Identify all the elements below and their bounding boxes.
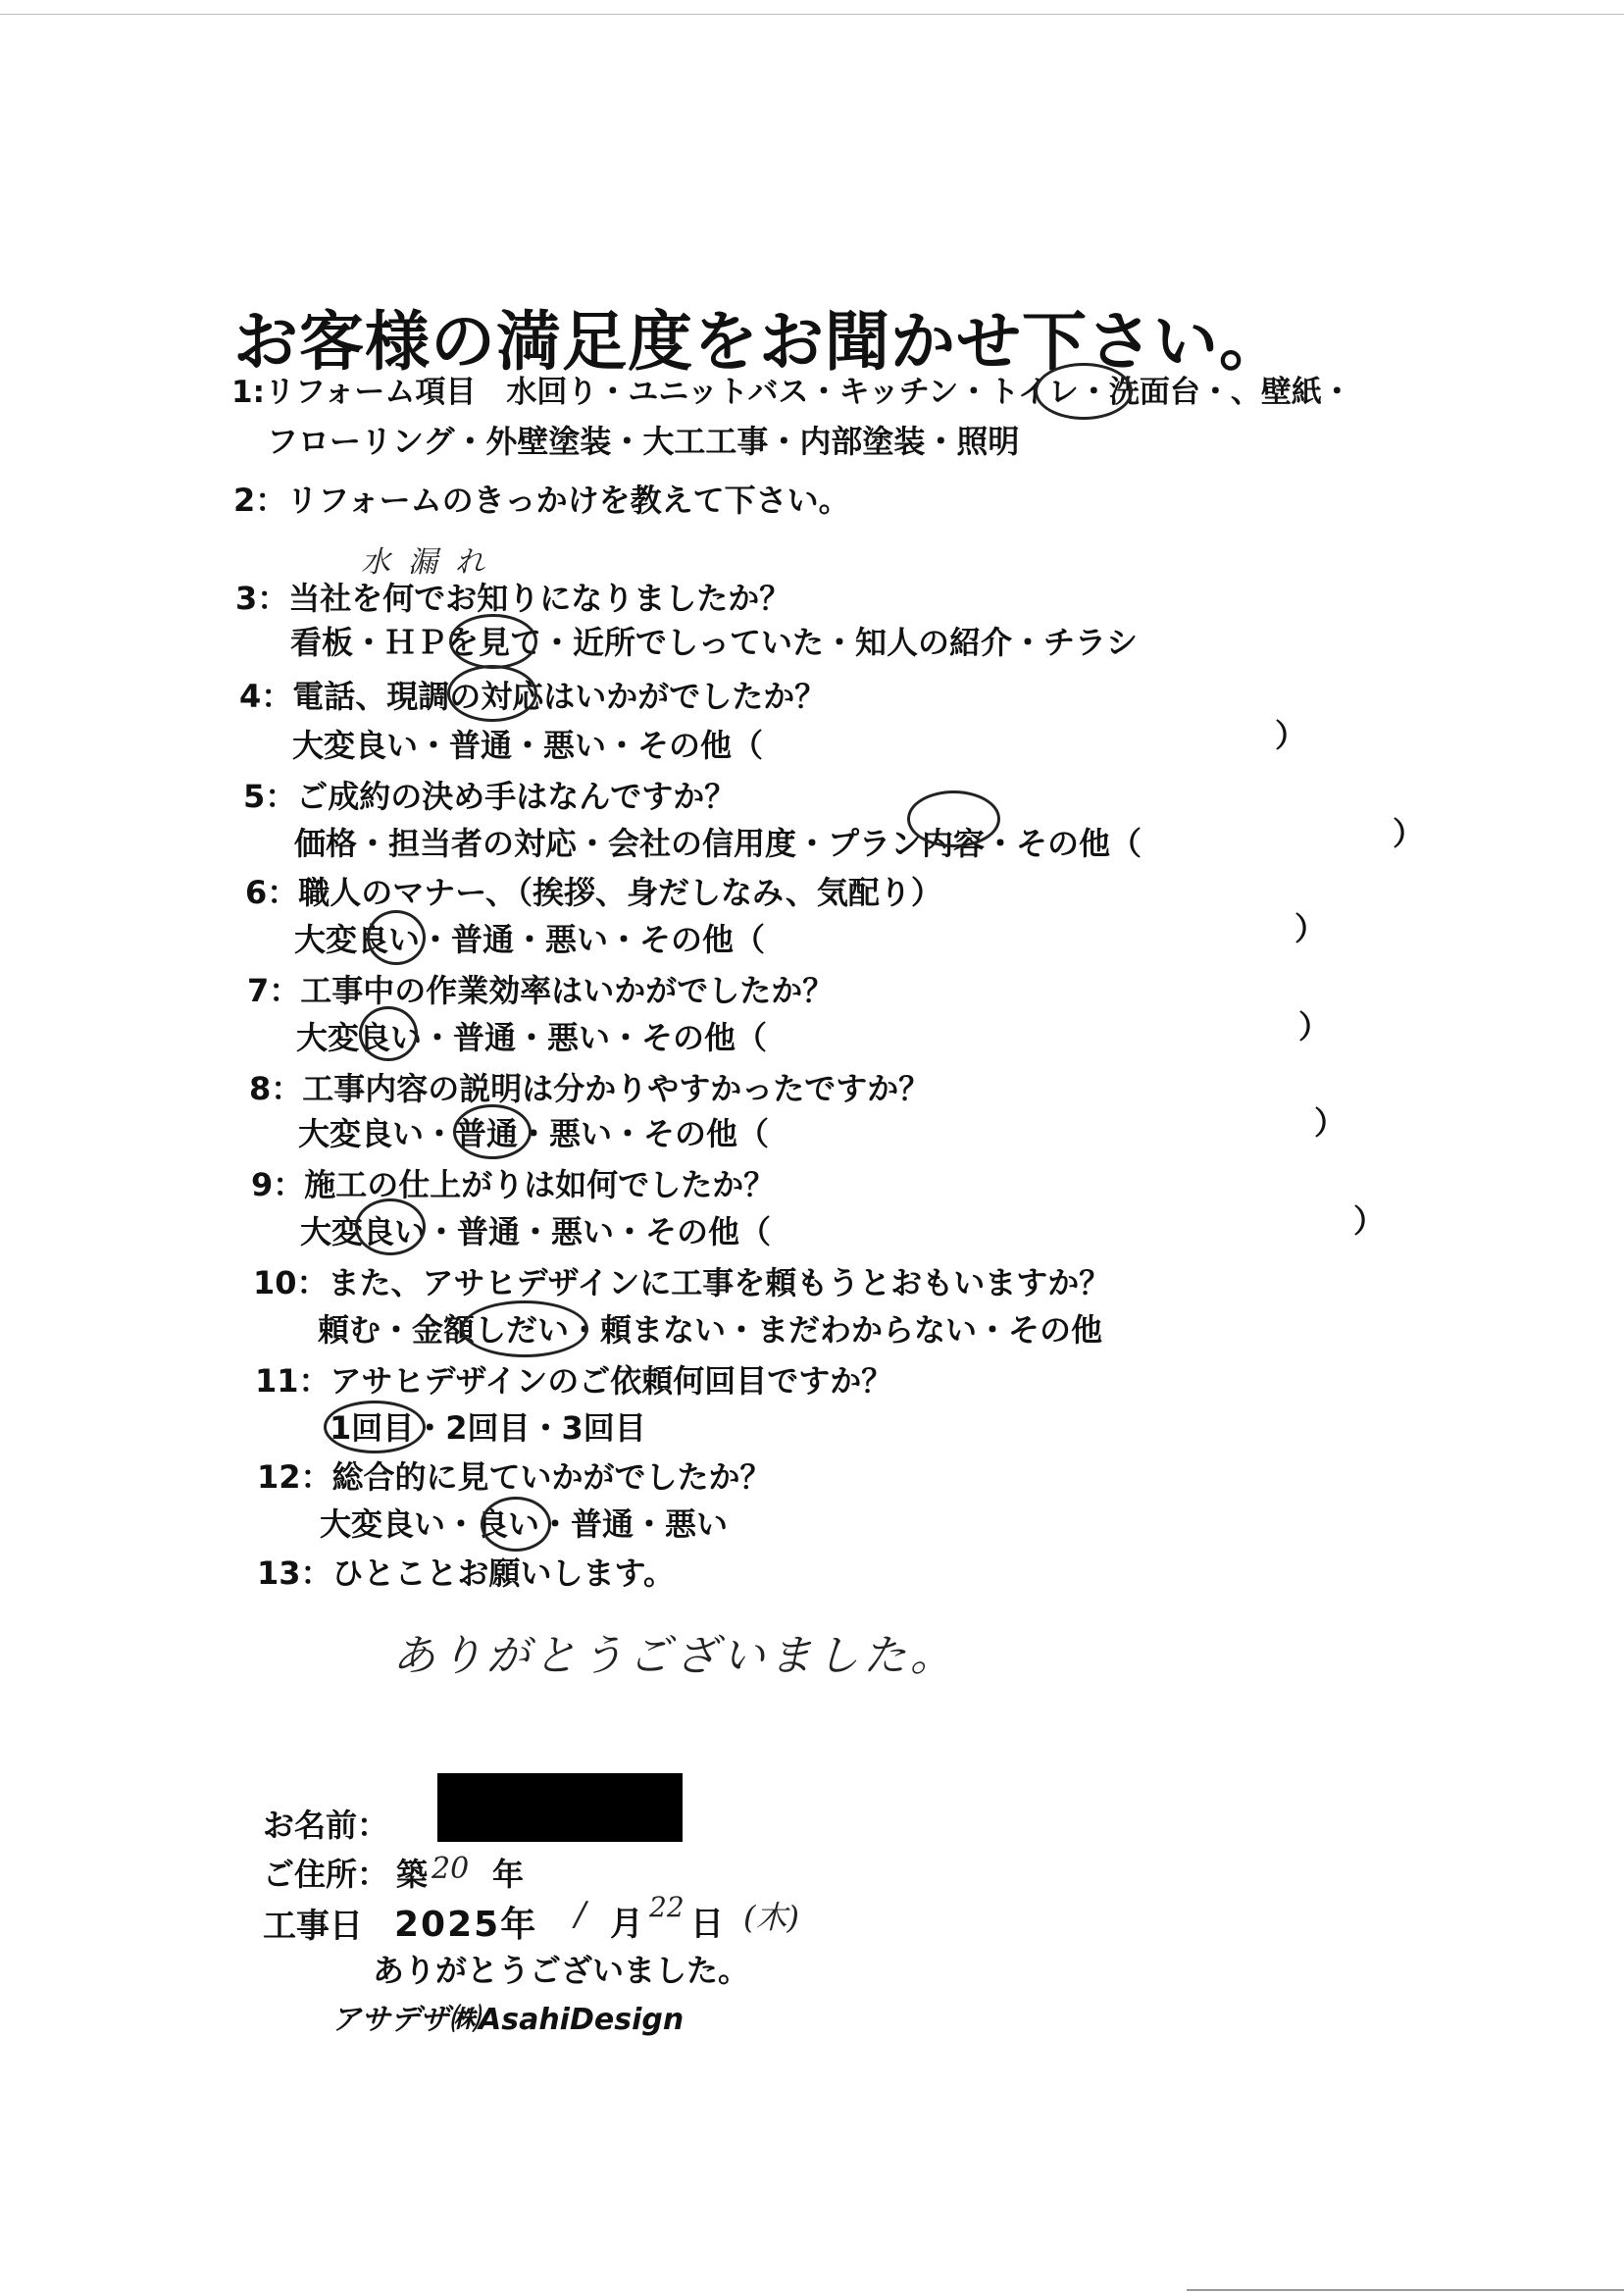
address-suffix: 年 — [492, 1856, 525, 1893]
scan-edge-line-bottom — [1187, 2289, 1624, 2291]
thanks-printed: ありがとうございました。 — [373, 1952, 750, 1989]
answer-options-3: 看板・ＨＰを見て・近所でしっていた・知人の紹介・チラシ — [290, 624, 1139, 661]
answer-options-4: 大変良い・普通・悪い・その他（ — [292, 727, 764, 764]
circle-mark-toilet — [1035, 363, 1133, 420]
answer-13-handwritten: ありがとうございました。 — [392, 1631, 957, 1681]
date-weekday: (木) — [743, 1899, 799, 1936]
company-name: アサデザ㈱AsahiDesign — [331, 2003, 685, 2037]
date-day-label: 日 — [690, 1905, 724, 1944]
question-12: 12：総合的に見ていかがでしたか？ — [257, 1458, 772, 1496]
answer-options-12: 大変良い・良い・普通・悪い — [320, 1505, 729, 1543]
date-day: 22 — [649, 1891, 685, 1923]
name-redacted — [437, 1773, 683, 1842]
close-paren-5: ） — [1393, 815, 1425, 852]
circle-mark-futsu-8 — [453, 1104, 532, 1159]
answer-options-9: 大変良い・普通・悪い・その他（ — [300, 1213, 772, 1250]
question-4: 4：電話、現調の対応はいかがでしたか？ — [239, 678, 827, 715]
question-3: 3：当社を何でお知りになりましたか？ — [235, 580, 791, 617]
close-paren-9: ） — [1353, 1202, 1386, 1240]
question-10: 10：また、アサヒデザインに工事を頼もうとおもいますか？ — [253, 1264, 1111, 1301]
close-paren-6: ） — [1294, 910, 1327, 947]
date-month-label: 月 — [610, 1905, 643, 1944]
question-2: 2：リフォームのきっかけを教えて下さい。 — [233, 482, 850, 519]
question-11: 11：アサヒデザインのご依頼何回目ですか？ — [255, 1362, 893, 1400]
question-8: 8：工事内容の説明は分かりやすかったですか？ — [249, 1070, 931, 1107]
name-label: お名前： — [263, 1807, 389, 1844]
question-1: 1:リフォーム項目 水回り・ユニットバス・キッチン・トイレ・洗面台・、壁紙・ — [231, 375, 1352, 410]
question-5: 5：ご成約の決め手はなんですか？ — [243, 778, 736, 815]
answer-options-7: 大変良い・普通・悪い・その他（ — [296, 1019, 768, 1056]
circle-mark-yoi-7 — [359, 1006, 418, 1061]
date-month: / — [575, 1895, 586, 1934]
page-title: お客様の満足度をお聞かせ下さい。 — [233, 304, 1285, 380]
question-9: 9：施工の仕上がりは如何でしたか？ — [251, 1166, 776, 1203]
answer-options-5: 価格・担当者の対応・会社の信用度・プラン内容・その他（ — [294, 825, 1142, 862]
answer-options-10: 頼む・金額しだい・頼まない・まだわからない・その他 — [318, 1311, 1103, 1349]
question-7: 7：工事中の作業効率はいかがでしたか？ — [247, 972, 835, 1009]
address-label: ご住所： — [263, 1856, 389, 1893]
answer-options-11: 1回目・2回目・3回目 — [330, 1409, 646, 1447]
scan-edge-line — [0, 14, 1624, 15]
answer-options-8: 大変良い・普通・悪い・その他（ — [298, 1115, 770, 1152]
circle-mark-yoi-9 — [355, 1198, 426, 1255]
address-value: 20 — [431, 1852, 470, 1886]
date-year: 2025年 — [394, 1905, 538, 1945]
circle-mark-plan — [907, 790, 1000, 847]
address-prefix: 築 — [396, 1856, 429, 1893]
circle-mark-kingaku — [461, 1300, 588, 1357]
circle-mark-yoi-6 — [367, 910, 426, 965]
question-13: 13：ひとことお願いします。 — [257, 1554, 675, 1592]
question-6: 6：職人のマナー、（挨拶、身だしなみ、気配り） — [245, 874, 942, 911]
close-paren-4: ） — [1275, 717, 1307, 754]
date-label: 工事日 — [263, 1907, 363, 1946]
question-1-continued: フローリング・外壁塗装・大工工事・内部塗装・照明 — [267, 423, 1020, 460]
close-paren-7: ） — [1298, 1008, 1331, 1045]
answer-2-handwritten: 水漏れ — [361, 545, 502, 580]
circle-mark-1kaime — [324, 1401, 426, 1453]
circle-mark-yoi-12 — [481, 1497, 551, 1552]
circle-mark-hp — [449, 614, 537, 669]
close-paren-8: ） — [1314, 1104, 1346, 1142]
circle-mark-futsu-4 — [447, 665, 537, 722]
answer-options-6: 大変良い・普通・悪い・その他（ — [294, 921, 766, 958]
